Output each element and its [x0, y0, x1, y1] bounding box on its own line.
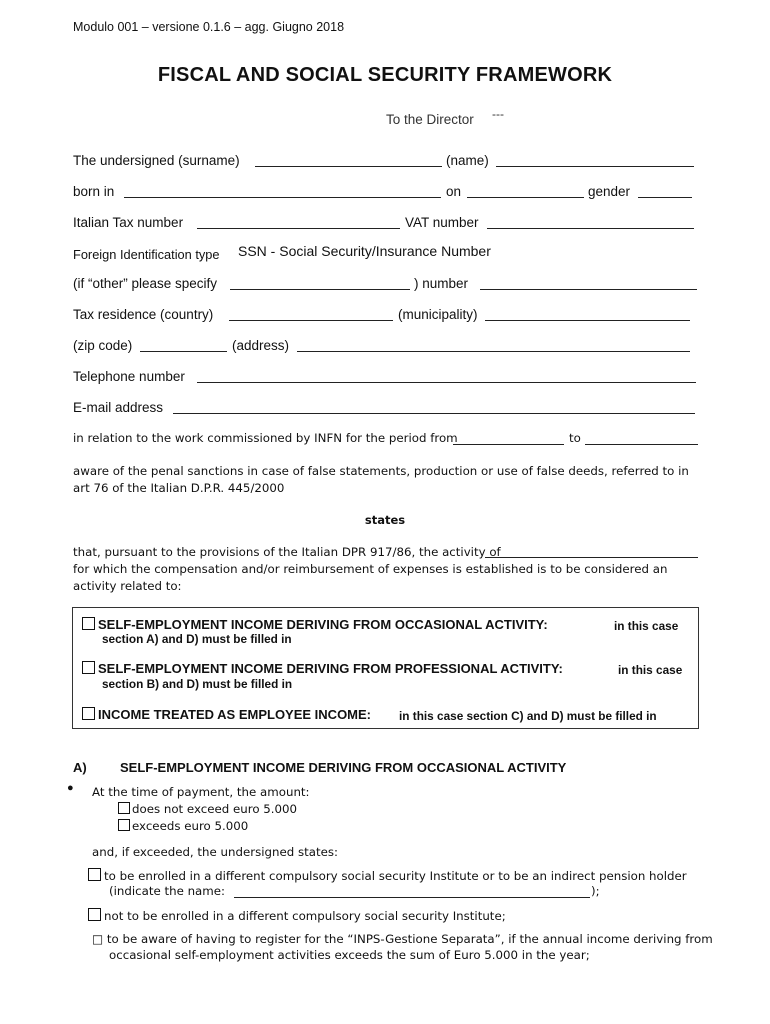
number-label: ) number	[414, 276, 469, 291]
aware-text: aware of the penal sanctions in case of false statements, production or use of false deeds, referred to in art 76 of the Italian D.P.R. 445/2000	[73, 464, 689, 495]
tax-number-field[interactable]	[197, 228, 400, 229]
form-version: Modulo 001 – versione 0.1.6 – agg. Giugno 2018	[73, 20, 345, 34]
period-to-field[interactable]	[585, 444, 698, 445]
option-exceed[interactable]	[118, 819, 248, 833]
tax-number-label: Italian Tax number	[73, 215, 184, 230]
option-employee-note: in this case section C) and D) must be filled in	[399, 709, 657, 723]
states-heading: states	[364, 513, 406, 527]
checkbox-icon[interactable]	[118, 819, 130, 831]
option-not-exceed[interactable]	[118, 802, 297, 816]
statement-enrolled[interactable]	[88, 868, 687, 883]
telephone-field[interactable]	[197, 382, 696, 383]
institute-name-close: );	[591, 884, 600, 898]
statement-not-enrolled[interactable]	[88, 908, 506, 923]
telephone-label: Telephone number	[73, 369, 185, 384]
checkbox-icon[interactable]	[82, 707, 95, 720]
tax-residence-label: Tax residence (country)	[73, 307, 214, 322]
payment-amount-label: At the time of payment, the amount:	[92, 785, 310, 799]
if-exceeded-text: and, if exceeded, the undersigned states:	[92, 845, 338, 859]
birthdate-field[interactable]	[467, 197, 584, 198]
other-field[interactable]	[230, 289, 410, 290]
page-title: FISCAL AND SOCIAL SECURITY FRAMEWORK	[157, 64, 613, 86]
email-field[interactable]	[173, 413, 695, 414]
number-field[interactable]	[480, 289, 697, 290]
municipality-label: (municipality)	[398, 307, 478, 322]
statement-inps[interactable]: □ to be aware of having to register for the “INPS-Gestione Separata”, if the annual income deriving from	[92, 932, 713, 946]
institute-name-label: (indicate the name:	[109, 884, 226, 898]
statement-not-enrolled-label: not to be enrolled in a different compulsory social security Institute;	[104, 909, 506, 923]
option-occasional[interactable]	[82, 617, 548, 632]
option-exceed-label: exceeds euro 5.000	[132, 819, 249, 833]
birthplace-field[interactable]	[124, 197, 441, 198]
tax-residence-field[interactable]	[229, 320, 393, 321]
option-employee[interactable]	[82, 707, 371, 722]
to-director-value[interactable]: ---	[492, 107, 504, 121]
name-label: (name)	[446, 153, 489, 168]
period-label: in relation to the work commissioned by INFN for the period from	[73, 431, 458, 445]
surname-field[interactable]	[255, 166, 442, 167]
bullet-icon: ●	[67, 782, 74, 794]
foreign-id-label: Foreign Identification type	[73, 247, 220, 262]
checkbox-icon[interactable]	[88, 868, 101, 881]
checkbox-icon[interactable]	[82, 661, 95, 674]
option-professional[interactable]	[82, 661, 563, 676]
option-not-exceed-label: does not exceed euro 5.000	[132, 802, 298, 816]
pursuant-line2: for which the compensation and/or reimbursement of expenses is established is to be considered an activity related to:	[73, 562, 668, 593]
checkbox-icon[interactable]	[118, 802, 130, 814]
vat-label: VAT number	[405, 215, 479, 230]
statement-inps-cont: occasional self-employment activities exceeds the sum of Euro 5.000 in the year;	[109, 948, 590, 962]
section-a-letter: A)	[73, 760, 87, 775]
zip-label: (zip code)	[73, 338, 133, 353]
option-professional-sub: section B) and D) must be filled in	[102, 677, 293, 691]
option-occasional-sub: section A) and D) must be filled in	[102, 632, 292, 646]
name-field[interactable]	[496, 166, 694, 167]
option-occasional-label: SELF-EMPLOYMENT INCOME DERIVING FROM OCCASIONAL ACTIVITY:	[98, 617, 548, 632]
gender-field[interactable]	[638, 197, 692, 198]
address-field[interactable]	[297, 351, 690, 352]
on-label: on	[446, 184, 462, 199]
email-label: E-mail address	[73, 400, 164, 415]
period-to-label: to	[569, 431, 581, 445]
option-employee-label: INCOME TREATED AS EMPLOYEE INCOME:	[98, 707, 372, 722]
zip-field[interactable]	[140, 351, 227, 352]
other-label: (if “other” please specify	[73, 276, 218, 291]
gender-label: gender	[588, 184, 631, 199]
address-label: (address)	[232, 338, 290, 353]
section-a-title: SELF-EMPLOYMENT INCOME DERIVING FROM OCCASIONAL ACTIVITY	[120, 760, 567, 775]
institute-name-field[interactable]	[234, 897, 590, 898]
checkbox-icon[interactable]	[88, 908, 101, 921]
option-professional-label: SELF-EMPLOYMENT INCOME DERIVING FROM PROFESSIONAL ACTIVITY:	[98, 661, 563, 676]
surname-label: The undersigned (surname)	[73, 153, 240, 168]
checkbox-icon[interactable]	[82, 617, 95, 630]
activity-field[interactable]	[485, 557, 698, 558]
option-professional-note: in this case	[618, 663, 683, 677]
option-occasional-note: in this case	[614, 619, 679, 633]
pursuant-line1: that, pursuant to the provisions of the Italian DPR 917/86, the activity of	[73, 545, 501, 559]
period-from-field[interactable]	[453, 444, 564, 445]
vat-field[interactable]	[487, 228, 694, 229]
municipality-field[interactable]	[485, 320, 690, 321]
born-label: born in	[73, 184, 115, 199]
to-director-label: To the Director	[386, 112, 474, 127]
statement-enrolled-label: to be enrolled in a different compulsory social security Institute or to be an indirect pension holder	[104, 869, 687, 883]
foreign-id-select[interactable]: SSN - Social Security/Insurance Number	[238, 243, 491, 259]
